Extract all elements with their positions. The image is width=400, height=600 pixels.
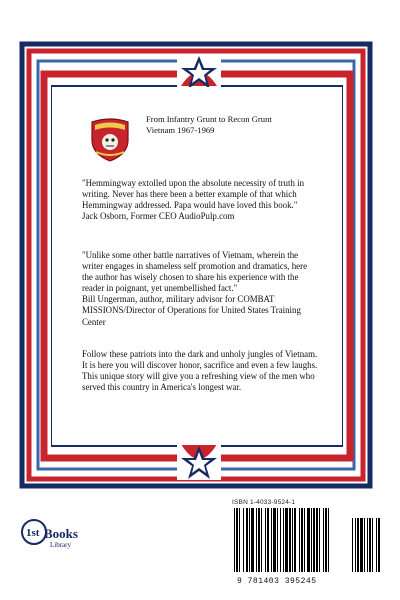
price-bar (357, 518, 359, 572)
quote-text: "Hemmingway extolled upon the absolute necessity of truth in writing. Never has there been a better example of that which Hemmingway addressed. Papa would have loved this book." (82, 178, 305, 211)
recon-battalion-patch (90, 118, 130, 162)
barcode-bar (265, 508, 266, 572)
price-bar (355, 518, 356, 572)
subtitle-line-1: From Infantry Grunt to Recon Grunt (146, 114, 272, 124)
barcode-bar (319, 508, 320, 572)
barcode-bar (301, 508, 303, 572)
barcode-bar (277, 508, 278, 572)
barcode-bar (294, 508, 296, 572)
barcode-bar (325, 508, 327, 572)
barcode-bar (243, 508, 244, 572)
price-bar (352, 518, 353, 572)
publisher-logo (20, 518, 80, 554)
book-subtitle (146, 114, 272, 136)
subtitle-line-2: Vietnam 1967-1969 (146, 125, 215, 135)
barcode-bar (292, 508, 293, 572)
barcode-bar (280, 508, 281, 572)
barcode-bar (251, 508, 254, 572)
barcode-bar (273, 508, 276, 572)
quote-attribution: Jack Osborn, Former CEO AudioPulp.com (82, 211, 235, 222)
barcode-bar (313, 508, 315, 572)
barcode-bar (249, 508, 250, 572)
barcode-bar (256, 508, 257, 572)
top-star-emblem (177, 54, 221, 90)
barcode-bar (271, 508, 272, 572)
book-blurb (82, 349, 320, 393)
review-quote-2 (82, 250, 320, 328)
barcode-bar (328, 508, 329, 572)
review-quote-1 (82, 178, 320, 222)
barcode-bar (323, 508, 324, 572)
barcode-bar (236, 508, 238, 572)
publisher-name-main: Books (44, 526, 78, 541)
isbn-label: ISBN 1-4033-9524-1 (232, 499, 296, 506)
barcode-bar (283, 508, 284, 572)
barcode-bar (285, 508, 288, 572)
barcode-bar (299, 508, 300, 572)
barcode-digits: 9 781403 395245 (237, 577, 317, 586)
bottom-star-emblem (177, 440, 221, 480)
barcode-bar (316, 508, 318, 572)
barcode-bar (267, 508, 269, 572)
price-bar (369, 518, 371, 572)
barcode-bar (311, 508, 312, 572)
price-bar (364, 518, 365, 572)
quote-attribution: Bill Ungerman, author, military advisor for COMBAT MISSIONS/Director of Operations for United States Training Center (82, 294, 301, 327)
barcode-bar (304, 508, 305, 572)
barcode-bar (234, 508, 235, 572)
price-bar (372, 518, 373, 572)
isbn-barcode (232, 506, 382, 576)
price-bar (378, 518, 380, 572)
publisher-name-sub: Library (50, 541, 71, 549)
price-bar (367, 518, 368, 572)
barcode-bar (258, 508, 260, 572)
barcode-bar (261, 508, 262, 572)
barcode-bar (239, 508, 240, 572)
publisher-name-top: 1st (26, 527, 40, 539)
barcode-bar (307, 508, 310, 572)
barcode-bar (246, 508, 248, 572)
barcode-bar (289, 508, 291, 572)
price-bar (376, 518, 377, 572)
quote-text: "Unlike some other battle narratives of Vietnam, wherein the writer engages in shameless self promotion and dramatics, here the author has wisely chosen to share his experience with the reader in poignant, yet unembellished fact." (82, 250, 308, 294)
price-bar (360, 518, 363, 572)
blurb-text: Follow these patriots into the dark and unholy jungles of Vietnam. It is here you will discover honor, sacrifice and even a few laughs. This unique story will give you a refreshing view of the men who served this country in America's longest war. (82, 349, 318, 393)
